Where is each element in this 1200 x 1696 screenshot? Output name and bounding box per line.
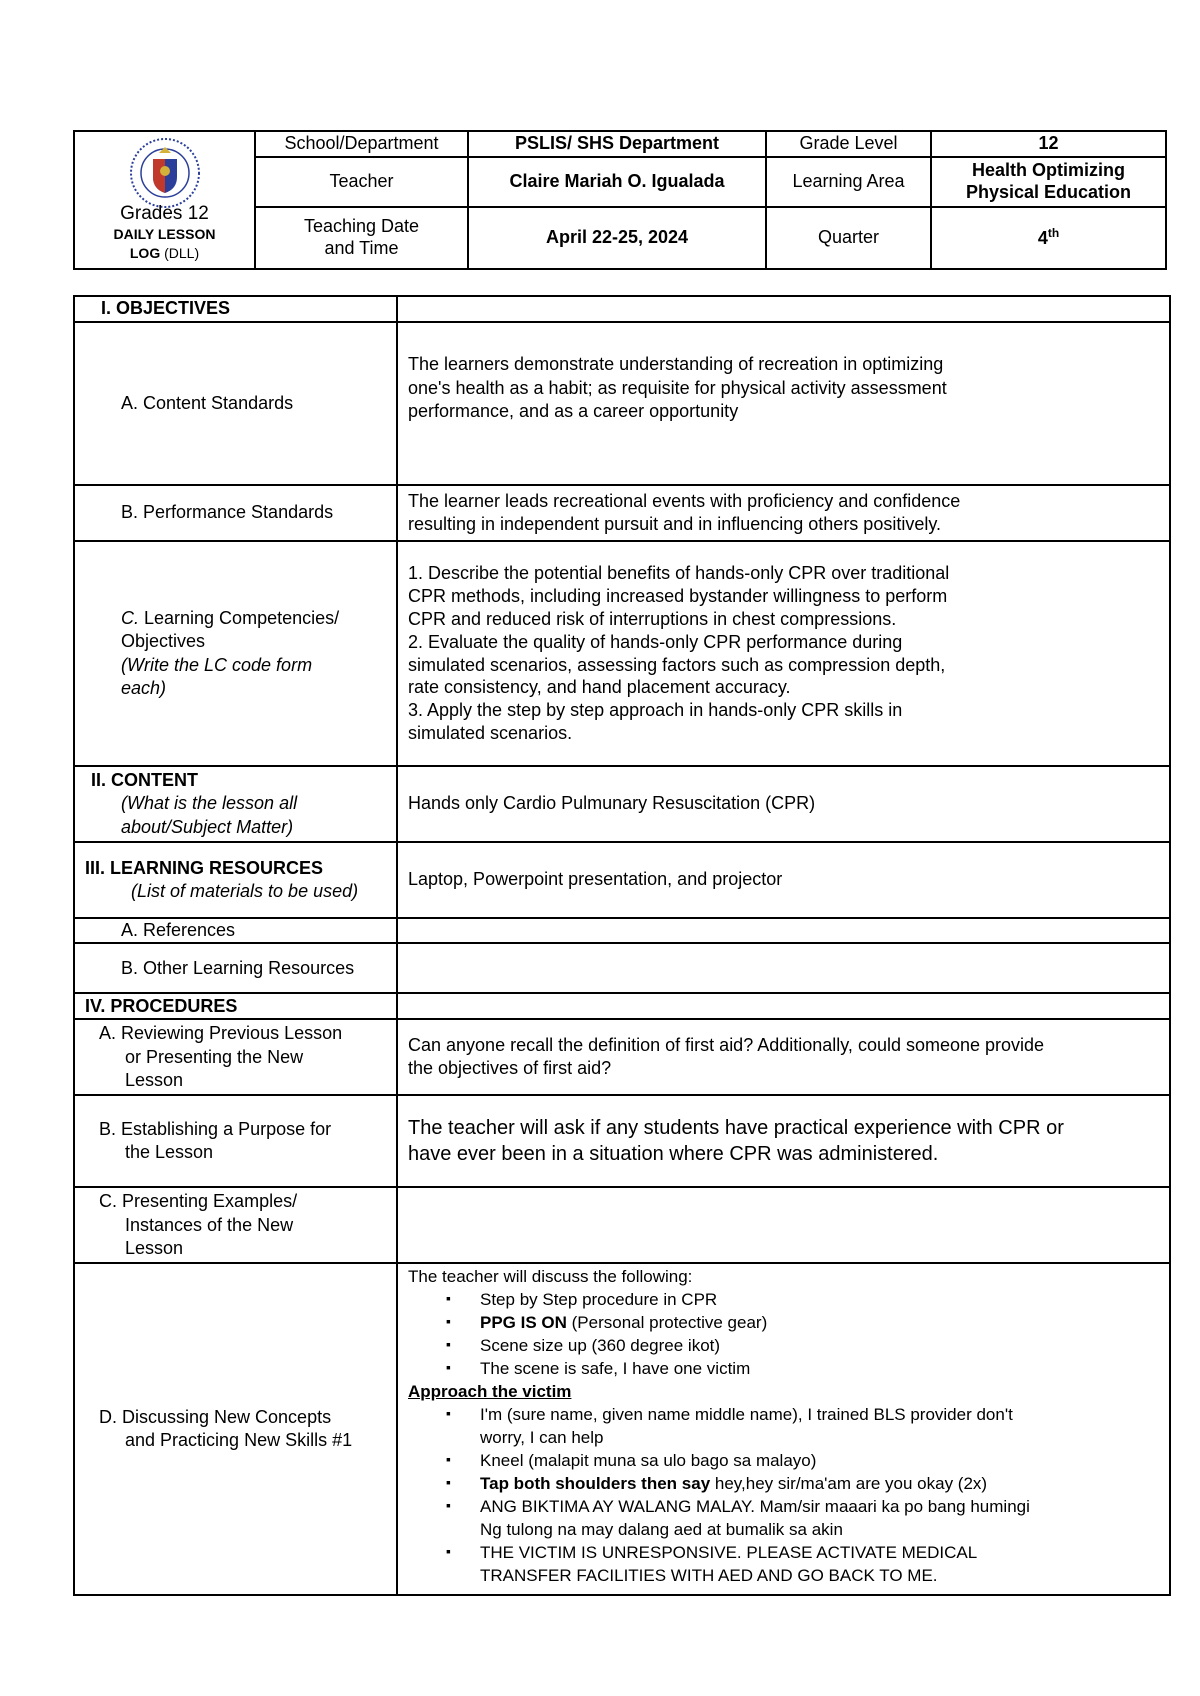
procedure-d-list-2 bbox=[480, 1404, 1161, 1588]
competencies-value: 1. Describe the potential benefits of hands-only CPR over traditional CPR methods, including increased bystander willingness to perform CPR and reduced risk of interruptions in chest compressions. 2. Evaluate the quality of hands-only CPR performance during simulated scenarios, assessing factors such as compression depth, rate consistency, and hand placement accuracy. 3. Apply the step by step approach in hands-only CPR skills in simulated scenarios. bbox=[397, 541, 1170, 766]
date-label: Teaching Date and Time bbox=[255, 207, 468, 269]
procedure-d-label: D. Discussing New Concepts and Practicing New Skills #1 bbox=[74, 1263, 397, 1595]
objectives-title: I. OBJECTIVES bbox=[74, 296, 397, 322]
procedure-b-value: The teacher will ask if any students have practical experience with CPR or have ever been in a situation where CPR was administered. bbox=[397, 1095, 1170, 1187]
quarter-value: 4th bbox=[931, 207, 1166, 269]
approach-heading: Approach the victim bbox=[408, 1382, 572, 1402]
content-standards-value: The learners demonstrate understanding of recreation in optimizing one's health as a habit; as requisite for physical activity assessment performance, and as a career opportunity bbox=[397, 322, 1170, 485]
procedure-d-list-1 bbox=[480, 1289, 1161, 1381]
logo-cell bbox=[74, 131, 255, 269]
list-item: ▪ Step by Step procedure in CPR bbox=[480, 1289, 1161, 1312]
quarter-label: Quarter bbox=[766, 207, 931, 269]
content-label: II. CONTENT (What is the lesson all about/Subject Matter) bbox=[74, 766, 397, 842]
list-item: ▪ Scene size up (360 degree ikot) bbox=[480, 1335, 1161, 1358]
references-value bbox=[397, 918, 1170, 943]
references-label: A. References bbox=[74, 918, 397, 943]
area-value: Health Optimizing Physical Education bbox=[931, 157, 1166, 207]
main-table bbox=[73, 295, 1171, 1596]
logo-grades: Grades 12 bbox=[120, 202, 209, 224]
procedure-a-value: Can anyone recall the definition of first aid? Additionally, could someone provide the objectives of first aid? bbox=[397, 1019, 1170, 1095]
procedure-c-label: C. Presenting Examples/ Instances of the New Lesson bbox=[74, 1187, 397, 1263]
procedure-b-label: B. Establishing a Purpose for the Lesson bbox=[74, 1095, 397, 1187]
deped-seal-icon bbox=[123, 137, 207, 209]
resources-label: III. LEARNING RESOURCES (List of materials to be used) bbox=[74, 842, 397, 918]
list-item: ▪ Tap both shoulders then say hey,hey sir/ma'am are you okay (2x) bbox=[480, 1473, 1161, 1496]
list-item: ▪ Kneel (malapit muna sa ulo bago sa malayo) bbox=[480, 1450, 1161, 1473]
procedure-a-label: A. Reviewing Previous Lesson or Presenting the New Lesson bbox=[74, 1019, 397, 1095]
procedure-d-value bbox=[397, 1263, 1170, 1595]
list-item: ▪ THE VICTIM IS UNRESPONSIVE. PLEASE ACTIVATE MEDICAL TRANSFER FACILITIES WITH AED AND GO BACK TO ME. bbox=[480, 1542, 1161, 1588]
area-label: Learning Area bbox=[766, 157, 931, 207]
objectives-empty-cell bbox=[397, 296, 1170, 322]
procedures-title: IV. PROCEDURES bbox=[74, 993, 397, 1019]
logo-dll-line1: DAILY LESSON bbox=[113, 226, 216, 243]
content-standards-label: A. Content Standards bbox=[74, 322, 397, 485]
content-value: Hands only Cardio Pulmunary Resuscitation (CPR) bbox=[397, 766, 1170, 842]
competencies-label: C. Learning Competencies/ Objectives (Write the LC code form each) bbox=[74, 541, 397, 766]
list-item: ▪ ANG BIKTIMA AY WALANG MALAY. Mam/sir maaari ka po bang humingi Ng tulong na may dalang aed at bumalik sa akin bbox=[480, 1496, 1161, 1542]
teacher-value: Claire Mariah O. Igualada bbox=[468, 157, 766, 207]
list-item: ▪ PPG IS ON (Personal protective gear) bbox=[480, 1312, 1161, 1335]
logo-dll-line2: LOG (DLL) bbox=[129, 245, 200, 262]
procedure-c-value bbox=[397, 1187, 1170, 1263]
procedure-d-intro: The teacher will discuss the following: bbox=[408, 1267, 693, 1287]
resources-value: Laptop, Powerpoint presentation, and projector bbox=[397, 842, 1170, 918]
teacher-label: Teacher bbox=[255, 157, 468, 207]
list-item: ▪ I'm (sure name, given name middle name), I trained BLS provider don't worry, I can help bbox=[480, 1404, 1161, 1450]
performance-standards-label: B. Performance Standards bbox=[74, 485, 397, 541]
grade-label: Grade Level bbox=[766, 131, 931, 157]
other-resources-label: B. Other Learning Resources bbox=[74, 943, 397, 993]
date-value: April 22-25, 2024 bbox=[468, 207, 766, 269]
list-item: ▪ The scene is safe, I have one victim bbox=[480, 1358, 1161, 1381]
school-label: School/Department bbox=[255, 131, 468, 157]
performance-standards-value: The learner leads recreational events with proficiency and confidence resulting in independent pursuit and in influencing others positively. bbox=[397, 485, 1170, 541]
grade-value: 12 bbox=[931, 131, 1166, 157]
procedures-empty-cell bbox=[397, 993, 1170, 1019]
header-table bbox=[73, 130, 1167, 270]
school-value: PSLIS/ SHS Department bbox=[468, 131, 766, 157]
other-resources-value bbox=[397, 943, 1170, 993]
